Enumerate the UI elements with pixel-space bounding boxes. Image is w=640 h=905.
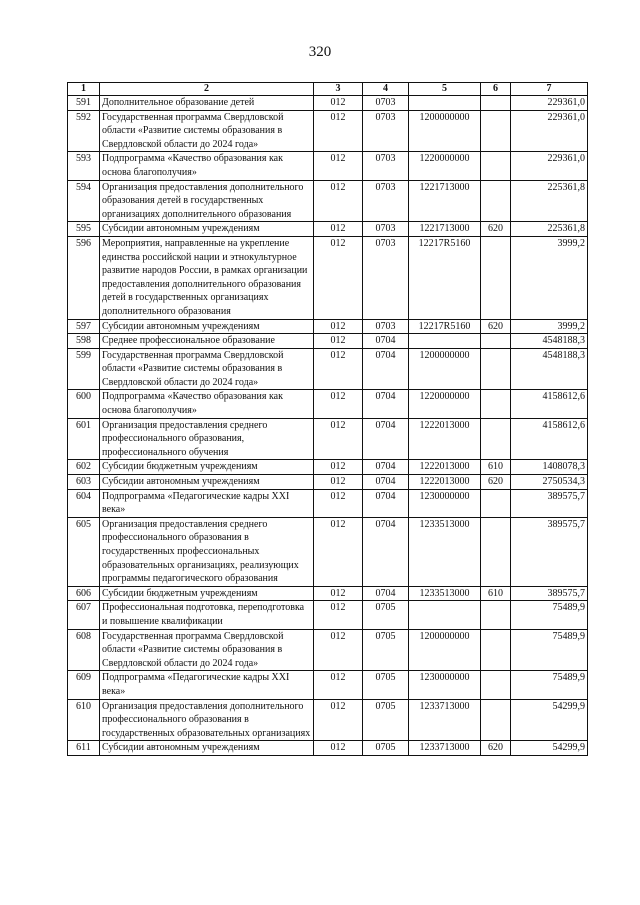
row-amount-cell: 4548188,3 xyxy=(511,348,588,390)
row-name-cell: Мероприятия, направленные на укрепление единства российской нации и этнокультурное развитие народов России, в рамках организации предоставления дополнительного образования детей в государственных организациях дополнительного образования xyxy=(100,236,314,319)
row-amount-cell: 1408078,3 xyxy=(511,460,588,475)
row-name-cell: Организация предоставления дополнительного профессионального образования в государственных образовательных организациях xyxy=(100,699,314,741)
table-row xyxy=(68,586,588,601)
table-row xyxy=(68,348,588,390)
row-department-cell: 012 xyxy=(314,222,363,237)
row-department-cell: 012 xyxy=(314,96,363,111)
row-expense-type-cell: 610 xyxy=(481,460,511,475)
row-amount-cell: 229361,0 xyxy=(511,110,588,152)
row-section-cell: 0703 xyxy=(363,222,409,237)
row-section-cell: 0705 xyxy=(363,699,409,741)
row-name-cell: Субсидии автономным учреждениям xyxy=(100,319,314,334)
table-row xyxy=(68,319,588,334)
row-number-cell: 604 xyxy=(68,489,100,517)
row-expense-type-cell: 620 xyxy=(481,475,511,490)
row-target-article-cell: 1230000000 xyxy=(409,489,481,517)
row-number-cell: 594 xyxy=(68,180,100,222)
row-department-cell: 012 xyxy=(314,319,363,334)
row-department-cell: 012 xyxy=(314,236,363,319)
row-section-cell: 0703 xyxy=(363,319,409,334)
row-target-article-cell xyxy=(409,601,481,629)
row-amount-cell: 75489,9 xyxy=(511,671,588,699)
table-row xyxy=(68,180,588,222)
header-col-7: 7 xyxy=(511,83,588,96)
row-amount-cell: 225361,8 xyxy=(511,222,588,237)
row-name-cell: Организация предоставления среднего профессионального образования в государственных профессиональных образовательных организациях, реализующих программы педагогического образования xyxy=(100,517,314,586)
row-section-cell: 0703 xyxy=(363,152,409,180)
table-row xyxy=(68,96,588,111)
row-section-cell: 0704 xyxy=(363,475,409,490)
row-department-cell: 012 xyxy=(314,390,363,418)
row-name-cell: Субсидии автономным учреждениям xyxy=(100,741,314,756)
table-row xyxy=(68,110,588,152)
row-amount-cell: 389575,7 xyxy=(511,586,588,601)
row-name-cell: Субсидии бюджетным учреждениям xyxy=(100,586,314,601)
row-expense-type-cell xyxy=(481,671,511,699)
row-number-cell: 600 xyxy=(68,390,100,418)
table-body xyxy=(68,96,588,756)
row-target-article-cell xyxy=(409,96,481,111)
row-amount-cell: 54299,9 xyxy=(511,699,588,741)
row-number-cell: 605 xyxy=(68,517,100,586)
row-name-cell: Подпрограмма «Педагогические кадры XXI века» xyxy=(100,671,314,699)
header-col-4: 4 xyxy=(363,83,409,96)
row-section-cell: 0703 xyxy=(363,180,409,222)
row-name-cell: Государственная программа Свердловской области «Развитие системы образования в Свердловской области до 2024 года» xyxy=(100,348,314,390)
row-number-cell: 606 xyxy=(68,586,100,601)
row-number-cell: 611 xyxy=(68,741,100,756)
header-col-2: 2 xyxy=(100,83,314,96)
row-target-article-cell: 12217R5160 xyxy=(409,319,481,334)
row-amount-cell: 389575,7 xyxy=(511,489,588,517)
row-expense-type-cell xyxy=(481,601,511,629)
row-name-cell: Профессиональная подготовка, переподготовка и повышение квалификации xyxy=(100,601,314,629)
row-department-cell: 012 xyxy=(314,671,363,699)
row-target-article-cell: 1200000000 xyxy=(409,348,481,390)
row-amount-cell: 4548188,3 xyxy=(511,334,588,349)
row-section-cell: 0705 xyxy=(363,671,409,699)
row-department-cell: 012 xyxy=(314,460,363,475)
row-expense-type-cell: 610 xyxy=(481,586,511,601)
row-department-cell: 012 xyxy=(314,418,363,460)
row-name-cell: Государственная программа Свердловской области «Развитие системы образования в Свердловской области до 2024 года» xyxy=(100,110,314,152)
row-amount-cell: 4158612,6 xyxy=(511,390,588,418)
row-section-cell: 0705 xyxy=(363,629,409,671)
row-section-cell: 0704 xyxy=(363,586,409,601)
row-name-cell: Государственная программа Свердловской области «Развитие системы образования в Свердловской области до 2024 года» xyxy=(100,629,314,671)
row-target-article-cell: 1233513000 xyxy=(409,517,481,586)
row-target-article-cell xyxy=(409,334,481,349)
table-row xyxy=(68,601,588,629)
row-department-cell: 012 xyxy=(314,517,363,586)
row-department-cell: 012 xyxy=(314,699,363,741)
row-number-cell: 596 xyxy=(68,236,100,319)
row-amount-cell: 389575,7 xyxy=(511,517,588,586)
row-number-cell: 603 xyxy=(68,475,100,490)
table-row xyxy=(68,741,588,756)
row-target-article-cell: 1200000000 xyxy=(409,110,481,152)
row-section-cell: 0704 xyxy=(363,517,409,586)
row-target-article-cell: 1200000000 xyxy=(409,629,481,671)
row-amount-cell: 229361,0 xyxy=(511,96,588,111)
row-section-cell: 0705 xyxy=(363,601,409,629)
row-number-cell: 595 xyxy=(68,222,100,237)
row-amount-cell: 229361,0 xyxy=(511,152,588,180)
row-amount-cell: 3999,2 xyxy=(511,236,588,319)
row-department-cell: 012 xyxy=(314,489,363,517)
row-amount-cell: 3999,2 xyxy=(511,319,588,334)
row-amount-cell: 4158612,6 xyxy=(511,418,588,460)
row-target-article-cell: 1233713000 xyxy=(409,699,481,741)
header-col-3: 3 xyxy=(314,83,363,96)
row-department-cell: 012 xyxy=(314,629,363,671)
row-target-article-cell: 1222013000 xyxy=(409,418,481,460)
row-amount-cell: 75489,9 xyxy=(511,629,588,671)
row-expense-type-cell xyxy=(481,629,511,671)
row-target-article-cell: 1230000000 xyxy=(409,671,481,699)
table-row xyxy=(68,334,588,349)
header-col-1: 1 xyxy=(68,83,100,96)
row-section-cell: 0703 xyxy=(363,236,409,319)
row-expense-type-cell xyxy=(481,348,511,390)
row-target-article-cell: 1222013000 xyxy=(409,475,481,490)
row-section-cell: 0703 xyxy=(363,96,409,111)
row-department-cell: 012 xyxy=(314,586,363,601)
header-col-5: 5 xyxy=(409,83,481,96)
row-department-cell: 012 xyxy=(314,180,363,222)
row-number-cell: 602 xyxy=(68,460,100,475)
row-number-cell: 599 xyxy=(68,348,100,390)
row-target-article-cell: 1221713000 xyxy=(409,222,481,237)
row-expense-type-cell xyxy=(481,390,511,418)
row-number-cell: 593 xyxy=(68,152,100,180)
row-expense-type-cell xyxy=(481,489,511,517)
row-department-cell: 012 xyxy=(314,601,363,629)
row-name-cell: Субсидии бюджетным учреждениям xyxy=(100,460,314,475)
row-amount-cell: 225361,8 xyxy=(511,180,588,222)
row-department-cell: 012 xyxy=(314,348,363,390)
row-department-cell: 012 xyxy=(314,110,363,152)
row-expense-type-cell xyxy=(481,517,511,586)
table-row xyxy=(68,418,588,460)
row-section-cell: 0703 xyxy=(363,110,409,152)
row-name-cell: Субсидии автономным учреждениям xyxy=(100,222,314,237)
row-expense-type-cell xyxy=(481,699,511,741)
table-row xyxy=(68,475,588,490)
row-expense-type-cell: 620 xyxy=(481,741,511,756)
table-row xyxy=(68,517,588,586)
row-number-cell: 601 xyxy=(68,418,100,460)
row-number-cell: 597 xyxy=(68,319,100,334)
row-name-cell: Подпрограмма «Качество образования как основа благополучия» xyxy=(100,390,314,418)
row-section-cell: 0704 xyxy=(363,460,409,475)
row-section-cell: 0704 xyxy=(363,334,409,349)
budget-table xyxy=(67,82,588,756)
table-row xyxy=(68,390,588,418)
row-expense-type-cell xyxy=(481,152,511,180)
row-expense-type-cell: 620 xyxy=(481,222,511,237)
table-row xyxy=(68,629,588,671)
row-number-cell: 598 xyxy=(68,334,100,349)
row-number-cell: 608 xyxy=(68,629,100,671)
row-number-cell: 610 xyxy=(68,699,100,741)
table-header-row xyxy=(68,83,588,96)
table-row xyxy=(68,699,588,741)
row-number-cell: 609 xyxy=(68,671,100,699)
header-col-6: 6 xyxy=(481,83,511,96)
table-row xyxy=(68,460,588,475)
row-amount-cell: 2750534,3 xyxy=(511,475,588,490)
row-expense-type-cell xyxy=(481,180,511,222)
table-row xyxy=(68,236,588,319)
row-name-cell: Дополнительное образование детей xyxy=(100,96,314,111)
row-number-cell: 607 xyxy=(68,601,100,629)
row-department-cell: 012 xyxy=(314,475,363,490)
table-row xyxy=(68,671,588,699)
row-department-cell: 012 xyxy=(314,334,363,349)
row-section-cell: 0704 xyxy=(363,390,409,418)
row-amount-cell: 75489,9 xyxy=(511,601,588,629)
row-section-cell: 0704 xyxy=(363,348,409,390)
row-name-cell: Организация предоставления среднего профессионального образования, профессионального обучения xyxy=(100,418,314,460)
row-department-cell: 012 xyxy=(314,741,363,756)
row-target-article-cell: 1220000000 xyxy=(409,390,481,418)
row-name-cell: Организация предоставления дополнительного образования детей в государственных организациях дополнительного образования xyxy=(100,180,314,222)
row-expense-type-cell xyxy=(481,96,511,111)
row-expense-type-cell xyxy=(481,334,511,349)
row-name-cell: Подпрограмма «Педагогические кадры XXI века» xyxy=(100,489,314,517)
row-target-article-cell: 1233713000 xyxy=(409,741,481,756)
row-expense-type-cell xyxy=(481,236,511,319)
row-expense-type-cell xyxy=(481,110,511,152)
page-number: 320 xyxy=(308,44,332,60)
row-expense-type-cell: 620 xyxy=(481,319,511,334)
row-target-article-cell: 1222013000 xyxy=(409,460,481,475)
row-department-cell: 012 xyxy=(314,152,363,180)
row-target-article-cell: 1220000000 xyxy=(409,152,481,180)
row-target-article-cell: 1233513000 xyxy=(409,586,481,601)
table-row xyxy=(68,489,588,517)
row-number-cell: 592 xyxy=(68,110,100,152)
table-row xyxy=(68,152,588,180)
row-section-cell: 0704 xyxy=(363,489,409,517)
table-row xyxy=(68,222,588,237)
row-target-article-cell: 1221713000 xyxy=(409,180,481,222)
row-number-cell: 591 xyxy=(68,96,100,111)
row-section-cell: 0705 xyxy=(363,741,409,756)
row-target-article-cell: 12217R5160 xyxy=(409,236,481,319)
row-expense-type-cell xyxy=(481,418,511,460)
row-amount-cell: 54299,9 xyxy=(511,741,588,756)
row-name-cell: Субсидии автономным учреждениям xyxy=(100,475,314,490)
row-name-cell: Среднее профессиональное образование xyxy=(100,334,314,349)
row-name-cell: Подпрограмма «Качество образования как основа благополучия» xyxy=(100,152,314,180)
row-section-cell: 0704 xyxy=(363,418,409,460)
